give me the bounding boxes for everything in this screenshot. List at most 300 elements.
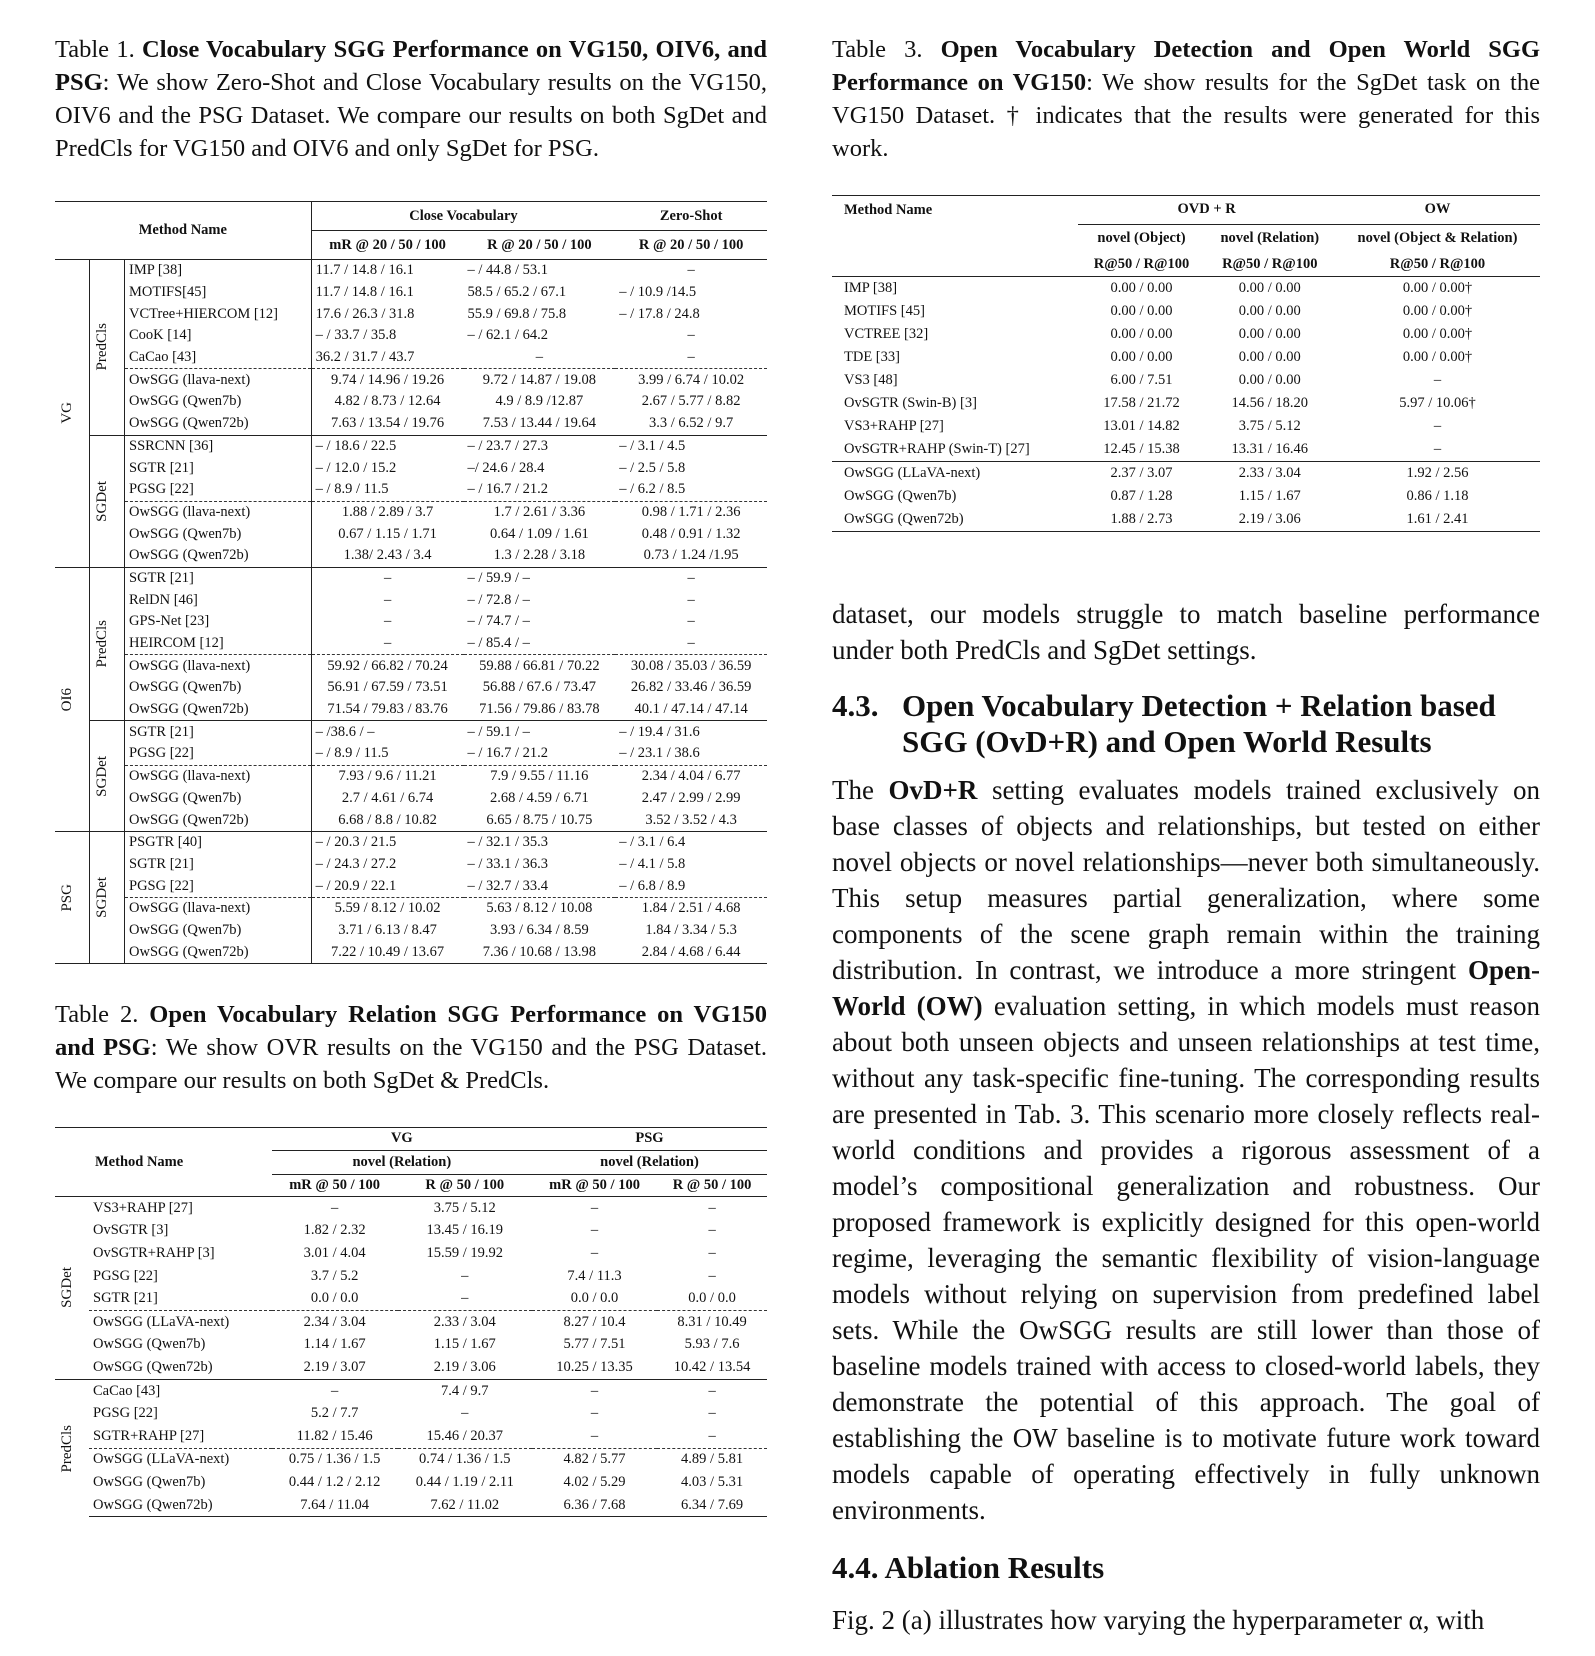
metric-cell: – / 32.1 / 35.3 [467,834,549,851]
table3-caption-label: Table 3. [832,36,923,63]
metric-cell: – [687,591,695,608]
method-name-cell: OwSGG (Qwen7b) [129,525,242,542]
metric-cell: 1.82 / 2.32 [303,1222,366,1239]
p2-bold-ovdr: OvD+R [888,775,978,805]
table2-header-c3: mR @ 50 / 100 [549,1176,640,1193]
table-row [55,282,767,304]
metric-cell: – [330,1382,339,1399]
table-row [55,1265,767,1288]
dataset-label-cell [55,567,90,831]
metric-cell: – / 12.0 / 15.2 [311,457,463,479]
metric-cell: – / 16.7 / 21.2 [467,745,549,762]
metric-cell: – [311,567,463,589]
method-name-cell: PSGTR [40] [129,834,202,851]
metric-cell: 1.61 / 2.41 [1335,508,1540,532]
task-label: SGDet [94,480,110,522]
metric-cell: – [311,611,463,633]
table-row [832,415,1540,438]
table3-header-ow: OW [1335,196,1540,225]
table-row [55,457,767,479]
method-name-cell: VS3 [48] [844,372,898,388]
dataset-label-cell [55,831,90,963]
metric-cell: 7.93 / 9.6 / 11.21 [311,765,463,787]
metric-cell: – [590,1405,599,1422]
table1-header-close-vocab: Close Vocabulary [311,202,615,231]
method-name-cell: SGTR [21] [93,1290,158,1307]
table2-header-novel-vg: novel (Relation) [272,1150,532,1174]
p2-bold-ow: Open-World (OW) [832,955,1540,1021]
metric-cell: – [708,1267,716,1284]
method-name-cell: OwSGG (Qwen72b) [129,811,249,828]
table-row [55,1310,767,1333]
table3-caption-text: : We show results for the SgDet task on the VG150 Dataset. † indicates that the results were generated for this work. [832,69,1540,162]
metric-cell: 58.5 / 65.2 / 67.1 [467,284,567,301]
table-row [55,633,767,655]
metric-cell: – [590,1427,599,1444]
metric-cell: 59.88 / 66.81 / 70.22 [464,655,616,677]
method-name-cell: OwSGG (llava-next) [125,655,312,677]
task-label: SGDet [94,755,110,797]
table2-header-vg: VG [272,1128,532,1151]
method-name-cell: PGSG [22] [129,745,194,762]
table3-header-m3: R@50 / R@100 [1389,255,1486,272]
metric-cell: 1.88 / 2.73 [1078,508,1204,532]
metric-cell: 5.97 / 10.06† [1399,395,1476,411]
method-name-cell: CooK [14] [129,327,192,344]
metric-cell: – / 4.1 / 5.8 [619,855,686,872]
table-row [55,501,767,523]
table3-header-sub1: novel (Object) [1097,229,1186,246]
method-name-cell: PGSG [22] [93,1405,158,1422]
metric-cell: – [687,635,695,652]
table-row [55,831,767,853]
method-name-cell: SGTR [21] [129,569,194,586]
metric-cell: 7.62 / 11.02 [398,1494,532,1517]
metric-cell: – / 85.4 / – [467,635,530,652]
metric-cell: 56.91 / 67.59 / 73.51 [311,677,463,699]
metric-cell: 8.31 / 10.49 [657,1310,767,1333]
method-name-cell: OwSGG (LLaVA-next) [89,1310,272,1333]
table2 [55,1127,767,1517]
method-name-cell: MOTIFS[45] [129,284,207,301]
metric-cell: 30.08 / 35.03 / 36.59 [615,655,767,677]
table2-header-c4: R @ 50 / 100 [672,1176,752,1193]
table1 [55,201,767,964]
metric-cell: 0.00 / 0.00 [1238,326,1301,342]
section-4-4-title: Ablation Results [884,1550,1105,1585]
method-name-cell: OwSGG (Qwen7b) [844,488,957,504]
metric-cell: 1.38/ 2.43 / 3.4 [311,545,463,567]
metric-cell: – [687,349,695,366]
metric-cell: 55.9 / 69.8 / 75.8 [467,305,567,322]
table-row [832,438,1540,462]
method-name-cell: SGTR [21] [129,459,194,476]
metric-cell: 0.00 / 0.00† [1402,303,1473,319]
task-label-cell [55,1197,89,1380]
metric-cell: – [590,1244,599,1261]
method-name-cell: HEIRCOM [12] [129,635,224,652]
table1-header-col3: R @ 20 / 50 / 100 [638,236,744,253]
table2-header-novel-psg: novel (Relation) [532,1150,767,1174]
metric-cell: – / 23.7 / 27.3 [467,437,549,454]
table3-header-m2: R@50 / R@100 [1222,255,1318,272]
table-row [55,875,767,897]
metric-cell: – [687,262,695,279]
metric-cell: – / 6.8 / 8.9 [619,877,686,894]
metric-cell: 0.44 / 1.2 / 2.12 [288,1473,381,1490]
metric-cell: 0.98 / 1.71 / 2.36 [615,501,767,523]
method-name-cell: CaCao [43] [129,349,197,366]
metric-cell: – [461,1290,469,1307]
table-row [55,920,767,942]
metric-cell: 2.47 / 2.99 / 2.99 [641,789,741,806]
table3-header-m1: R@50 / R@100 [1093,255,1190,272]
table1-header-method: Method Name [138,222,227,238]
table-row [832,346,1540,369]
table2-header-psg: PSG [532,1128,767,1151]
method-name-cell: OwSGG (Qwen72b) [832,508,1078,532]
metric-cell: 4.82 / 5.77 [532,1448,657,1471]
table-row [55,567,767,589]
metric-cell: 2.34 / 3.04 [272,1310,398,1333]
table1-caption-label: Table 1. [55,36,135,63]
dataset-label-cell [55,260,90,568]
metric-cell: 1.84 / 2.51 / 4.68 [615,897,767,919]
method-name-cell: OwSGG (Qwen72b) [93,1358,213,1375]
metric-cell: – / 32.7 / 33.4 [467,877,549,894]
table-row [55,655,767,677]
method-name-cell: OwSGG (Qwen72b) [129,701,249,718]
table-row [55,897,767,919]
method-name-cell: OwSGG (llava-next) [125,765,312,787]
table1-caption [55,33,767,165]
metric-cell: – / 16.7 / 21.2 [467,481,549,498]
body-paragraph-2 [832,772,1540,1528]
metric-cell: 7.4 / 9.7 [441,1382,489,1399]
task-label-cell [90,567,125,721]
task-label: PredCls [94,620,110,668]
metric-cell: 1.14 / 1.67 [303,1336,366,1353]
metric-cell: 0.73 / 1.24 /1.95 [643,547,739,564]
metric-cell: 7.53 / 13.44 / 19.64 [482,415,596,432]
metric-cell: – [1433,418,1442,434]
task-label-cell [90,260,125,436]
metric-cell: 7.36 / 10.68 / 13.98 [464,941,616,963]
metric-cell: 0.0 / 0.0 [570,1290,619,1307]
method-name-cell: SGTR [21] [129,723,194,740]
table-row [55,523,767,545]
metric-cell: 2.68 / 4.59 / 6.71 [490,789,589,806]
metric-cell: 0.00 / 0.00 [1110,326,1173,342]
metric-cell: 17.6 / 26.3 / 31.8 [311,303,463,325]
metric-cell: 2.7 / 4.61 / 6.74 [311,788,463,810]
method-name-cell: OvSGTR (Swin-B) [3] [844,395,977,411]
table1-caption-title: Close Vocabulary SGG Performance on VG150, OIV6, and PSG [55,36,768,96]
table3 [832,195,1540,532]
method-name-cell: IMP [38] [129,262,183,279]
method-name-cell: SGTR+RAHP [27] [93,1427,205,1444]
table-row [55,699,767,721]
metric-cell: 0.00 / 0.00 [1110,280,1173,296]
table-row [832,485,1540,508]
metric-cell: – /38.6 / – [311,721,463,743]
metric-cell: – / 72.8 / – [467,591,530,608]
metric-cell: – [708,1244,716,1261]
metric-cell: 3.01 / 4.04 [303,1244,366,1261]
body-paragraph-1: dataset, our models struggle to match baseline performance under both PredCls and SgDet settings. [832,599,1540,665]
method-name-cell: OwSGG (Qwen72b) [125,941,312,963]
right-column [832,0,1540,1638]
task-label: PredCls [94,323,110,371]
table-row [832,462,1540,486]
metric-cell: 2.19 / 3.06 [1205,508,1335,532]
method-name-cell: SSRCNN [36] [129,437,214,454]
task-label-cell [55,1379,89,1517]
metric-cell: 7.22 / 10.49 / 13.67 [311,941,463,963]
metric-cell: 14.56 / 18.20 [1231,395,1309,411]
metric-cell: – [461,1267,469,1284]
metric-cell: 1.88 / 2.89 / 3.7 [311,501,463,523]
metric-cell: 2.67 / 5.77 / 8.82 [641,393,741,410]
table2-caption-label: Table 2. [55,1001,139,1028]
metric-cell: – / 8.9 / 11.5 [311,743,463,765]
metric-cell: – / 59.9 / – [467,569,530,586]
method-name-cell: OwSGG (Qwen7b) [93,1473,206,1490]
table-row [55,1220,767,1243]
body-paragraph-3: Fig. 2 (a) illustrates how varying the hyperparameter α, with [832,1605,1485,1635]
metric-cell: 4.89 / 5.81 [657,1448,767,1471]
table-row [55,435,767,457]
table1-wrapper [55,201,767,964]
metric-cell: 0.00 / 0.00† [1402,326,1473,342]
metric-cell: – / 3.1 / 4.5 [619,437,686,454]
method-name-cell: OwSGG (Qwen72b) [129,547,249,564]
table-row [55,1197,767,1220]
table-row [55,325,767,347]
metric-cell: –/ 24.6 / 28.4 [467,459,545,476]
table-row [55,589,767,611]
table2-header-c2: R @ 50 / 100 [425,1176,505,1193]
metric-cell: – / 19.4 / 31.6 [619,723,700,740]
metric-cell: 0.64 / 1.09 / 1.61 [490,525,589,542]
dataset-label: OI6 [59,687,75,711]
metric-cell: 7.4 / 11.3 [567,1267,622,1284]
task-label-cell [90,435,125,567]
method-name-cell: PGSG [22] [129,481,194,498]
table-row [55,743,767,765]
metric-cell: 5.2 / 7.7 [310,1405,359,1422]
section-4-3-title-line2: SGG (OvD+R) and Open World Results [902,724,1432,759]
table-row [55,854,767,876]
table-row [55,347,767,369]
metric-cell: 1.84 / 3.34 / 5.3 [645,921,737,938]
table-row [55,765,767,787]
metric-cell: – / 18.6 / 22.5 [311,435,463,457]
metric-cell: 3.93 / 6.34 / 8.59 [490,921,589,938]
metric-cell: 71.56 / 79.86 / 83.78 [479,701,600,718]
metric-cell: 4.02 / 5.29 [563,1473,626,1490]
table3-header-ovd: OVD + R [1078,196,1335,225]
metric-cell: 0.0 / 0.0 [310,1290,359,1307]
metric-cell: 2.84 / 4.68 / 6.44 [615,941,767,963]
metric-cell: 12.45 / 15.38 [1103,441,1180,457]
metric-cell: – [708,1382,716,1399]
metric-cell: – [708,1427,716,1444]
metric-cell: 6.34 / 7.69 [657,1494,767,1517]
metric-cell: 0.00 / 0.00† [1402,349,1473,365]
method-name-cell: OvSGTR+RAHP (Swin-T) [27] [844,441,1030,457]
metric-cell: 3.75 / 5.12 [1238,418,1301,434]
table-row [55,1356,767,1379]
table-row [832,369,1540,392]
metric-cell: – [590,1222,599,1239]
metric-cell: 8.27 / 10.4 [532,1310,657,1333]
table-row [55,1494,767,1517]
metric-cell: 5.59 / 8.12 / 10.02 [311,897,463,919]
method-name-cell: OwSGG (llava-next) [125,369,312,391]
method-name-cell: SGTR [21] [129,855,194,872]
method-name-cell: OvSGTR+RAHP [3] [93,1244,215,1261]
metric-cell: – / 10.9 /14.5 [619,284,697,301]
method-name-cell: OvSGTR [3] [93,1222,169,1239]
table1-header-zero-shot: Zero-Shot [615,202,767,231]
metric-cell: 15.46 / 20.37 [426,1427,504,1444]
metric-cell: – [311,633,463,655]
metric-cell: 1.7 / 2.61 / 3.36 [464,501,616,523]
metric-cell: 6.68 / 8.8 / 10.82 [311,809,463,831]
metric-cell: 0.00 / 0.00 [1238,303,1301,319]
method-name-cell: OwSGG (llava-next) [125,897,312,919]
table1-header-col2: R @ 20 / 50 / 100 [487,236,592,253]
metric-cell: 3.71 / 6.13 / 8.47 [311,920,463,942]
left-column [55,0,767,1517]
table-row [55,413,767,435]
metric-cell: 7.63 / 13.54 / 19.76 [311,413,463,435]
table-row [55,1379,767,1402]
method-name-cell: OwSGG (Qwen7b) [129,679,242,696]
metric-cell: 0.44 / 1.19 / 2.11 [415,1473,514,1490]
metric-cell: 3.75 / 5.12 [433,1199,496,1216]
metric-cell: – [687,613,695,630]
metric-cell: 15.59 / 19.92 [426,1244,504,1261]
metric-cell: 13.01 / 14.82 [1103,418,1180,434]
table-row [55,303,767,325]
metric-cell: 7.64 / 11.04 [272,1494,398,1517]
method-name-cell: OwSGG (Qwen7b) [129,789,242,806]
metric-cell: – / 8.9 / 11.5 [311,479,463,501]
table-row [55,1402,767,1425]
p2-a: The [832,775,889,805]
metric-cell: 0.00 / 0.00 [1110,303,1173,319]
method-name-cell: IMP [38] [844,280,898,296]
table-row [832,277,1540,301]
method-name-cell: OwSGG (LLaVA-next) [844,465,981,481]
metric-cell: 0.75 / 1.36 / 1.5 [272,1448,398,1471]
task-label: PredCls [59,1424,75,1473]
metric-cell: 9.74 / 14.96 / 19.26 [311,369,463,391]
metric-cell: 1.15 / 1.67 [433,1336,496,1353]
table-row [55,788,767,810]
metric-cell: – [330,1199,339,1216]
metric-cell: 59.92 / 66.82 / 70.24 [311,655,463,677]
method-name-cell: OwSGG (Qwen7b) [129,393,242,410]
table-row [832,323,1540,346]
method-name-cell: OwSGG (LLaVA-next) [89,1448,272,1471]
metric-cell: 2.33 / 3.04 [1238,465,1301,481]
metric-cell: 0.86 / 1.18 [1406,488,1469,504]
metric-cell: 10.42 / 13.54 [673,1358,751,1375]
method-name-cell: OwSGG (Qwen72b) [89,1494,272,1517]
method-name-cell: VCTREE [32] [844,326,929,342]
table-row [55,1448,767,1471]
table-row [832,392,1540,415]
metric-cell: – [1433,441,1442,457]
metric-cell: 2.34 / 4.04 / 6.77 [615,765,767,787]
metric-cell: – [708,1199,716,1216]
metric-cell: – [708,1222,716,1239]
method-name-cell: PGSG [22] [93,1267,158,1284]
task-label-cell [90,831,125,963]
metric-cell: 5.77 / 7.51 [563,1336,626,1353]
metric-cell: 1.92 / 2.56 [1406,465,1469,481]
metric-cell: 0.74 / 1.36 / 1.5 [398,1448,532,1471]
section-4-3-number: 4.3. [832,688,879,723]
table2-caption-title: Open Vocabulary Relation SGG Performance on VG150 and PSG [55,1001,767,1061]
method-name-cell: VS3+RAHP [27] [844,418,944,434]
metric-cell: 2.19 / 3.06 [433,1358,496,1375]
metric-cell: – / 20.3 / 21.5 [311,831,463,853]
metric-cell: – / 62.1 / 64.2 [467,327,549,344]
table-row [55,677,767,699]
table-row [55,1425,767,1448]
metric-cell: – [687,569,695,586]
table2-caption [55,998,767,1097]
metric-cell: – / 74.7 / – [467,613,530,630]
method-name-cell: VS3+RAHP [27] [93,1199,193,1216]
metric-cell: 1.3 / 2.28 / 3.18 [493,547,586,564]
metric-cell: 71.54 / 79.83 / 83.76 [311,699,463,721]
table-row [832,508,1540,532]
metric-cell: – [590,1199,599,1216]
metric-cell: 11.7 / 14.8 / 16.1 [311,260,463,282]
section-4-4-heading [832,1550,1540,1586]
metric-cell: 2.33 / 3.04 [398,1310,532,1333]
metric-cell: 0.00 / 0.00 [1238,372,1301,388]
metric-cell: 7.9 / 9.55 / 11.16 [464,765,616,787]
table-row [55,260,767,282]
metric-cell: – / 6.2 / 8.5 [619,481,686,498]
table3-header-sub2: novel (Relation) [1220,229,1320,246]
metric-cell: 4.03 / 5.31 [681,1473,744,1490]
metric-cell: – [708,1405,716,1422]
metric-cell: – [590,1382,599,1399]
metric-cell: 0.48 / 0.91 / 1.32 [641,525,741,542]
metric-cell: – / 17.8 / 24.8 [619,305,700,322]
table-row [55,545,767,567]
metric-cell: 4.82 / 8.73 / 12.64 [311,391,463,413]
table2-wrapper [55,1127,767,1517]
metric-cell: – / 44.8 / 53.1 [467,262,549,279]
metric-cell: 26.82 / 33.46 / 36.59 [630,679,752,696]
metric-cell: 3.3 / 6.52 / 9.7 [649,415,734,432]
table-row [55,369,767,391]
method-name-cell: TDE [33] [844,349,900,365]
table-row [55,1471,767,1494]
dataset-label: VG [59,402,75,425]
metric-cell: 0.00 / 0.00 [1238,280,1301,296]
task-label: SGDet [94,877,110,918]
metric-cell: 9.72 / 14.87 / 19.08 [464,369,616,391]
